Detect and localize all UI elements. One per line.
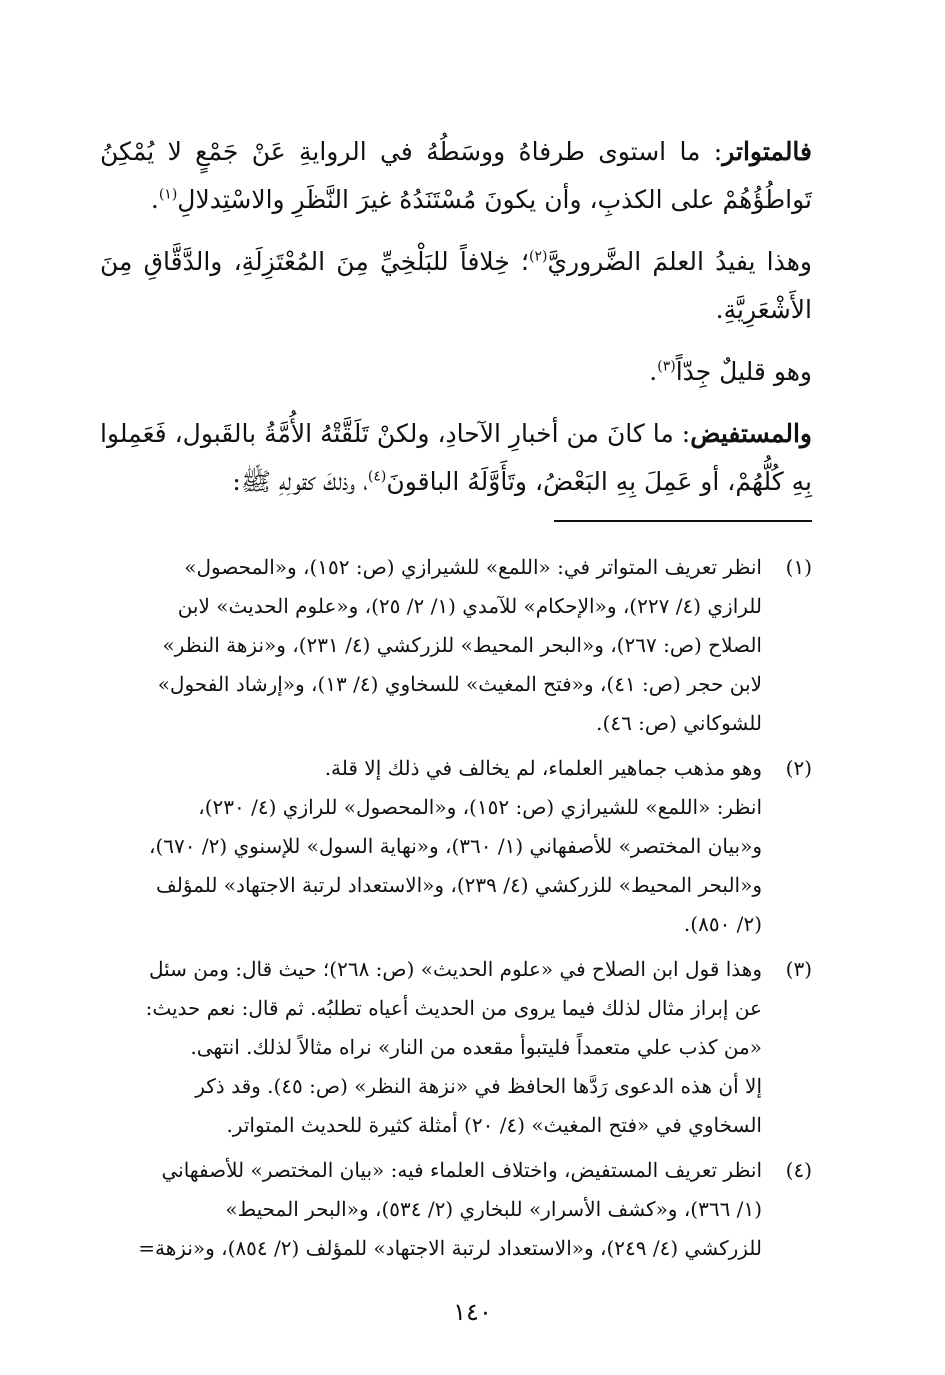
necessary-knowledge-text-a: وهذا يفيدُ العلمَ الضَّروريَّ <box>547 247 813 276</box>
footnote-line: انظر تعريف المستفيض، واختلاف العلماء فيه: «بيان المختصر» للأصفهاني <box>161 1158 762 1182</box>
footnote-ref-3[interactable]: (٣) <box>657 358 676 375</box>
footnote-body <box>100 749 762 944</box>
footnote-body <box>100 1151 762 1268</box>
footnote-line: وهو مذهب جماهير العلماء، لم يخالف في ذلك إلا قلة. <box>324 756 762 780</box>
page-number: ١٤٠ <box>453 1298 492 1326</box>
footnote-separator <box>554 520 812 522</box>
rarity-text: وهو قليلٌ جِدّاً <box>675 357 812 386</box>
footnote-line: للزركشي (٤/ ٢٤٩)، و«الاستعداد لرتبة الاجتهاد» للمؤلف (٢/ ٨٥٤)، و«نزهة= <box>138 1236 762 1260</box>
footnote-3 <box>100 950 812 1145</box>
footnote-line: لابن حجر (ص: ٤١)، و«فتح المغيث» للسخاوي (٤/ ١٣)، و«إرشاد الفحول» <box>157 672 762 696</box>
footnote-line: انظر تعريف المتواتر في: «اللمع» للشيرازي (ص: ١٥٢)، و«المحصول» <box>184 555 762 579</box>
footnote-line: «من كذب علي متعمداً فليتبوأ مقعده من النار» نراه مثالاً لذلك. انتهى. <box>190 1035 762 1059</box>
footnote-line: الصلاح (ص: ٢٦٧)، و«البحر المحيط» للزركشي (٤/ ٢٣١)، و«نزهة النظر» <box>162 633 762 657</box>
footnote-line: وهذا قول ابن الصلاح في «علوم الحديث» (ص: ٢٦٨)؛ حيث قال: ومن سئل <box>148 957 762 981</box>
sentence-end: . <box>649 357 658 386</box>
footnote-line: السخاوي في «فتح المغيث» (٤/ ٢٠) أمثلة كثيرة للحديث المتواتر. <box>226 1113 762 1137</box>
footnote-body <box>100 950 762 1145</box>
footnote-body <box>100 548 762 743</box>
footnote-number: (٢) <box>785 756 812 780</box>
mustafid-definition-text-a: : ما كانَ من أخبارِ الآحادِ، ولكنْ تَلَقَّتْهُ الأُمَّةُ بالقَبول، فَعَمِلوا بِهِ كُلُّهُمْ، أو عَمِلَ بِهِ البَعْضُ، وتَأَوَّلَهُ الباقونَ <box>100 419 812 496</box>
footnote-2 <box>100 749 812 944</box>
footnote-line: (٢/ ٨٥٠). <box>683 912 762 936</box>
term-mustafid: والمستفيض <box>690 419 812 448</box>
necessary-knowledge-text-b: ؛ خِلافاً للبَلْخِيِّ مِنَ المُعْتَزِلَةِ، والدَّقَّاقِ مِنَ الأَشْعَرِيَّةِ. <box>100 247 812 324</box>
footnote-ref-1[interactable]: (١) <box>158 186 178 203</box>
footnote-ref-2[interactable]: (٢) <box>528 248 548 265</box>
footnote-line: انظر: «اللمع» للشيرازي (ص: ١٥٢)، و«المحصول» للرازي (٤/ ٢٣٠)، <box>198 795 762 819</box>
paragraph-necessary-knowledge <box>100 238 812 334</box>
footnote-number: (٣) <box>785 957 812 981</box>
footnote-line: للشوكاني (ص: ٤٦). <box>596 711 762 735</box>
footnote-4 <box>100 1151 812 1268</box>
footnote-line: و«بيان المختصر» للأصفهاني (١/ ٣٦٠)، و«نهاية السول» للإسنوي (٢/ ٦٧٠)، <box>148 834 762 858</box>
paragraph-rarity <box>100 348 812 396</box>
footnote-1 <box>100 548 812 743</box>
page-content <box>100 128 812 1274</box>
footnote-line: عن إبراز مثال لذلك فيما يروى من الحديث أعياه تطلبُه. ثم قال: نعم حديث: <box>145 996 762 1020</box>
footnote-line: إلا أن هذه الدعوى رَدَّها الحافظ في «نزهة النظر» (ص: ٤٥). وقد ذكر <box>195 1074 762 1098</box>
mutawatir-definition-text: : ما استوى طرفاهُ ووسَطُهُ في الروايةِ عَنْ جَمْعٍ لا يُمْكِنُ تَواطُؤُهُمْ على الكذبِ، وأن يكونَ مُسْتَنَدُهُ غيرَ النَّظَرِ والاسْتِدلالِ <box>100 137 812 214</box>
footnote-line: (١/ ٣٦٦)، و«كشف الأسرار» للبخاري (٢/ ٥٣٤)، و«البحر المحيط» <box>225 1197 762 1221</box>
paragraph-mutawatir-definition <box>100 128 812 224</box>
sentence-end: . <box>150 185 159 214</box>
footnote-line: للرازي (٤/ ٢٢٧)، و«الإحكام» للآمدي (١/ ٢/ ٢٥)، و«علوم الحديث» لابن <box>177 594 762 618</box>
footnote-ref-4[interactable]: (٤) <box>367 468 387 485</box>
term-mutawatir: فالمتواتر <box>722 137 812 166</box>
mustafid-definition-text-b: ، وذلكَ كقولِهِ ﷺ: <box>232 467 368 496</box>
footnote-number: (١) <box>785 555 812 579</box>
footnote-line: و«البحر المحيط» للزركشي (٤/ ٢٣٩)، و«الاستعداد لرتبة الاجتهاد» للمؤلف <box>156 873 762 897</box>
paragraph-mustafid-definition <box>100 410 812 506</box>
footnote-number: (٤) <box>785 1158 812 1182</box>
